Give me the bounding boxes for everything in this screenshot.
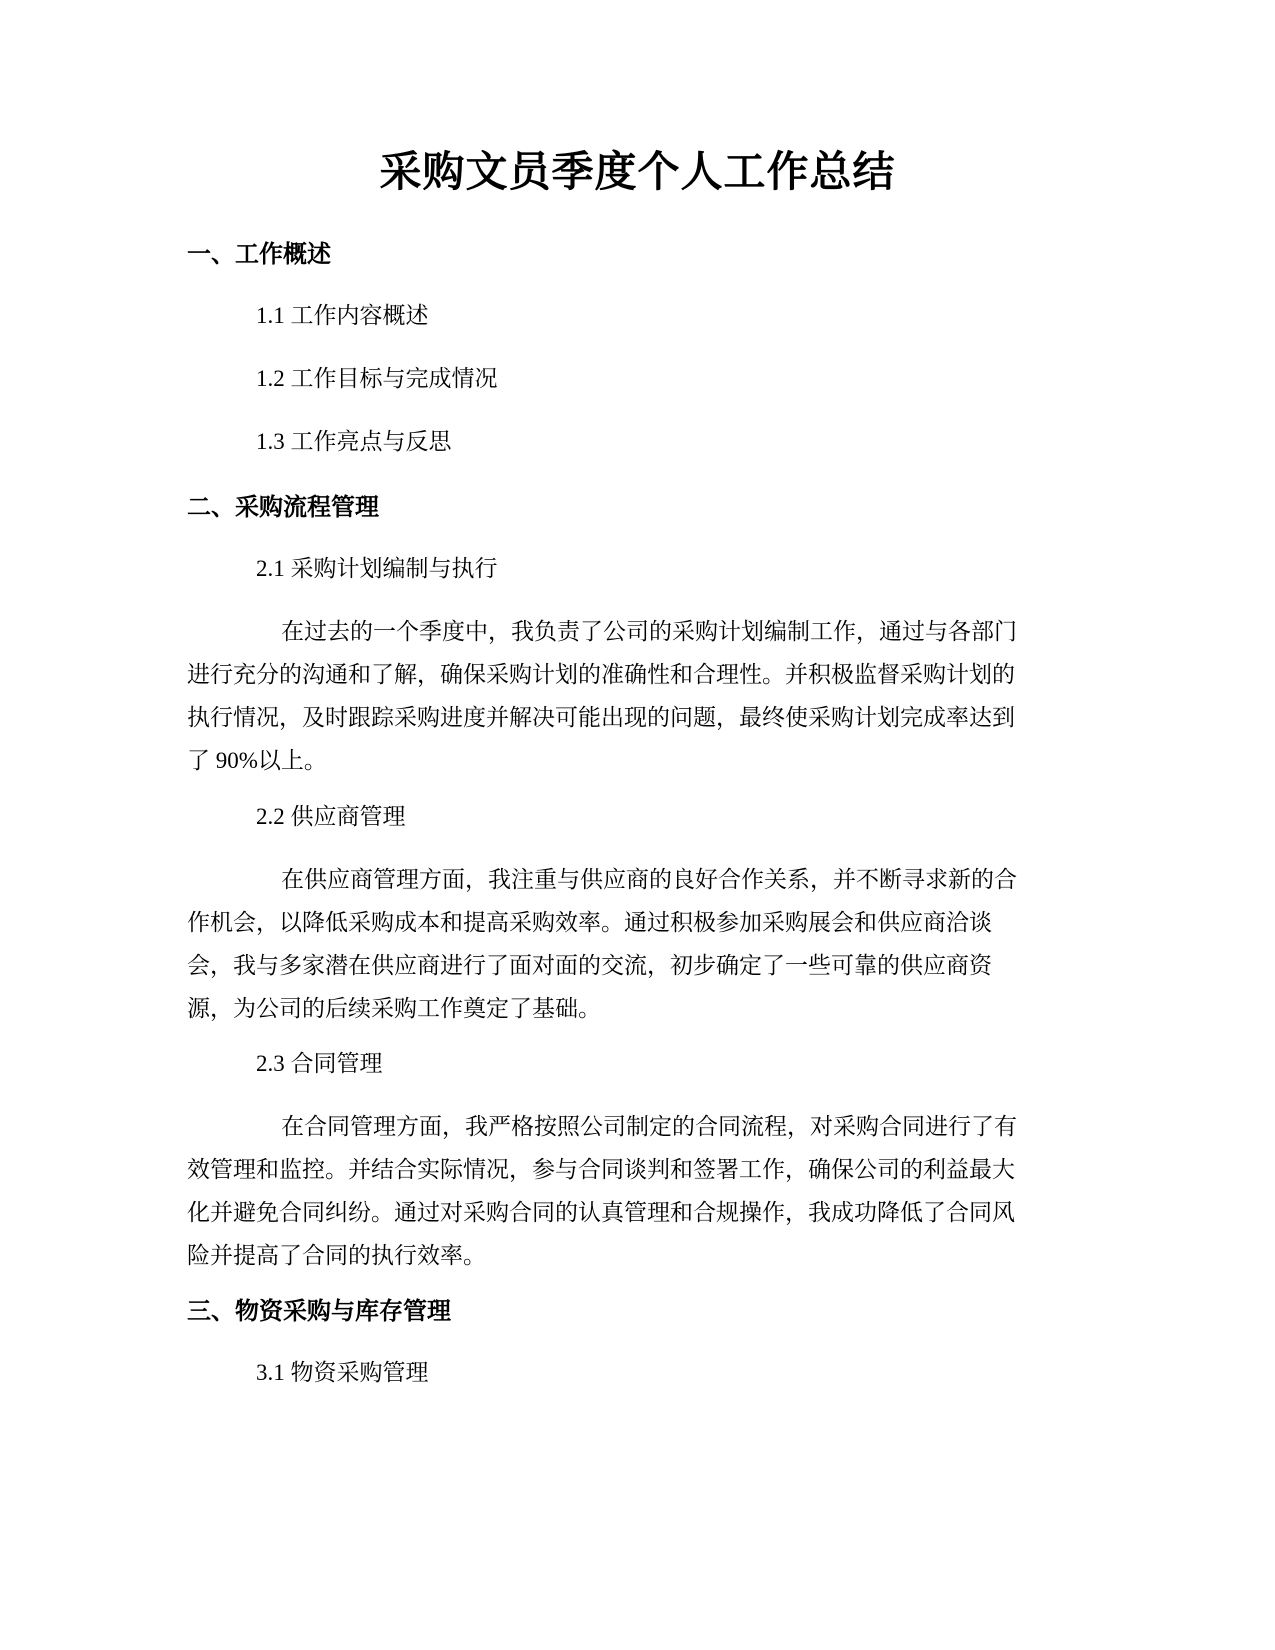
body-paragraph <box>187 1105 1087 1277</box>
section-heading: 一、工作概述 <box>187 240 331 268</box>
subsection-heading: 1.2 工作目标与完成情况 <box>256 366 498 391</box>
paragraph-line: 险并提高了合同的执行效率。 <box>187 1243 486 1268</box>
paragraph-line: 了 90%以上。 <box>187 748 327 773</box>
subsection-heading: 3.1 物资采购管理 <box>256 1360 429 1385</box>
paragraph-line: 化并避免合同纠纷。通过对采购合同的认真管理和合规操作，我成功降低了合同风 <box>187 1200 1015 1225</box>
paragraph-line: 在过去的一个季度中，我负责了公司的采购计划编制工作，通过与各部门 <box>281 619 1017 644</box>
paragraph-line: 会，我与多家潜在供应商进行了面对面的交流，初步确定了一些可靠的供应商资 <box>187 953 992 978</box>
paragraph-line: 在合同管理方面，我严格按照公司制定的合同流程，对采购合同进行了有 <box>281 1114 1017 1139</box>
subsection-heading: 2.3 合同管理 <box>256 1051 383 1076</box>
body-paragraph <box>187 858 1087 1030</box>
document-title: 采购文员季度个人工作总结 <box>379 147 896 196</box>
paragraph-line: 进行充分的沟通和了解，确保采购计划的准确性和合理性。并积极监督采购计划的 <box>187 662 1015 687</box>
paragraph-line: 作机会，以降低采购成本和提高采购效率。通过积极参加采购展会和供应商洽谈 <box>187 910 992 935</box>
subsection-heading: 1.3 工作亮点与反思 <box>256 429 452 454</box>
body-paragraph <box>187 610 1087 782</box>
subsection-heading: 1.1 工作内容概述 <box>256 303 429 328</box>
paragraph-line: 效管理和监控。并结合实际情况，参与合同谈判和签署工作，确保公司的利益最大 <box>187 1157 1015 1182</box>
subsection-heading: 2.1 采购计划编制与执行 <box>256 556 498 581</box>
paragraph-line: 执行情况，及时跟踪采购进度并解决可能出现的问题，最终使采购计划完成率达到 <box>187 705 1015 730</box>
subsection-heading: 2.2 供应商管理 <box>256 804 406 829</box>
paragraph-line: 源，为公司的后续采购工作奠定了基础。 <box>187 996 601 1021</box>
section-heading: 三、物资采购与库存管理 <box>187 1297 451 1325</box>
paragraph-line: 在供应商管理方面，我注重与供应商的良好合作关系，并不断寻求新的合 <box>281 867 1017 892</box>
section-heading: 二、采购流程管理 <box>187 493 379 521</box>
